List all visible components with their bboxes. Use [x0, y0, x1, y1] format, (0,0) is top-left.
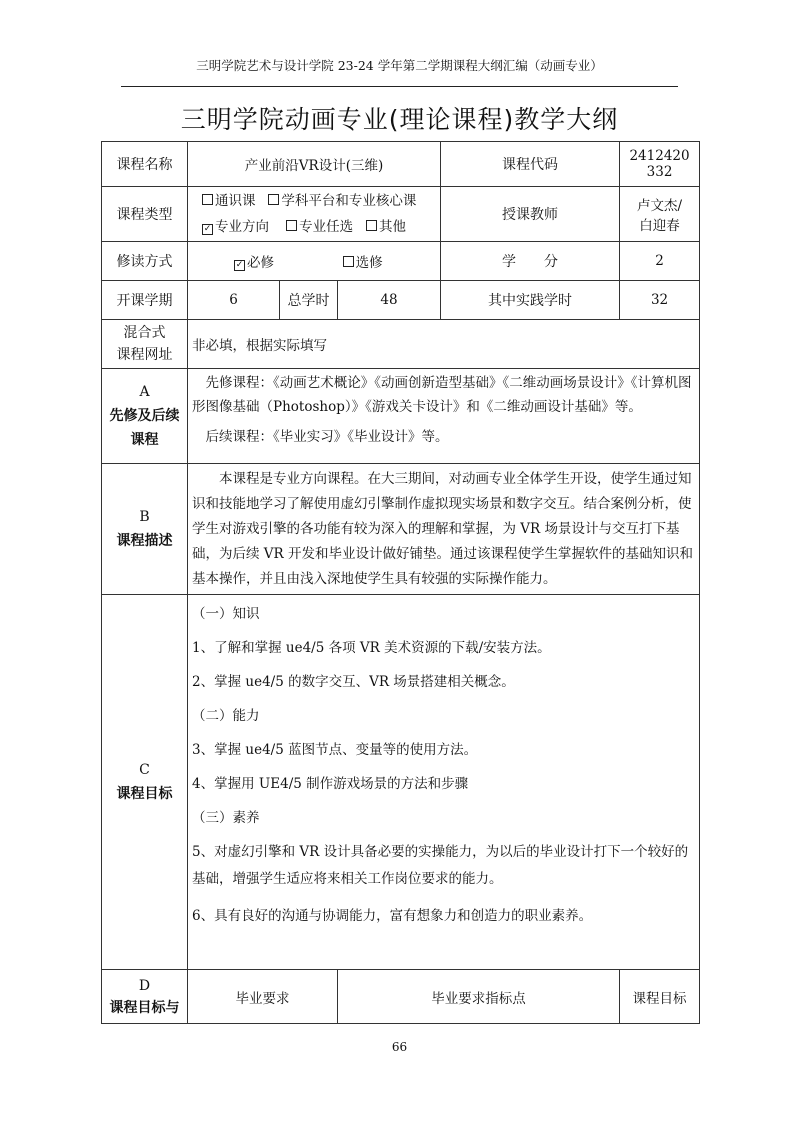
checkbox-general — [202, 194, 213, 205]
label-study-mode: 修读方式 — [102, 242, 188, 281]
label-total-hours: 总学时 — [280, 281, 338, 320]
page-title: 三明学院动画专业(理论课程)教学大纲 — [180, 105, 619, 134]
col-course-goal: 课程目标 — [620, 970, 700, 1024]
goal-item: 3、掌握 ue4/5 蓝图节点、变量等的使用方法。 — [192, 742, 478, 758]
row-course-description — [102, 464, 700, 595]
opt-required: 必修 — [247, 255, 274, 271]
opt-other: 其他 — [379, 219, 407, 235]
label-description: 课程描述 — [116, 533, 173, 549]
opt-optional: 专业任选 — [299, 219, 354, 235]
header-rule — [121, 86, 678, 87]
section-a-letter: A — [139, 384, 150, 400]
row-course-type — [102, 187, 700, 242]
term: 6 — [188, 281, 280, 320]
course-code — [620, 142, 700, 187]
course-goals — [188, 595, 700, 970]
section-d-letter: D — [138, 977, 151, 994]
row-goal-mapping — [102, 970, 700, 1024]
label-prereq-line2: 课程 — [130, 432, 159, 448]
label-mapping: 课程目标与 — [109, 999, 180, 1016]
opt-general: 通识课 — [215, 193, 256, 209]
label-term: 开课学期 — [102, 281, 188, 320]
row-term-hours — [102, 281, 700, 320]
section-c-letter: C — [139, 762, 150, 778]
teacher-line1: 卢文杰/ — [637, 198, 683, 214]
total-hours: 48 — [338, 281, 441, 320]
row-course-url — [102, 320, 700, 369]
label-credit: 学 分 — [441, 242, 620, 281]
checkbox-core — [268, 194, 279, 205]
credit: 2 — [620, 242, 700, 281]
row-prerequisites — [102, 369, 700, 464]
course-type-options — [188, 187, 441, 242]
course-code-line2: 332 — [646, 164, 673, 180]
goal-heading-ability: （二）能力 — [192, 708, 260, 724]
opt-core: 学科平台和专业核心课 — [281, 193, 417, 209]
course-name: 产业前沿VR设计(三维) — [188, 142, 441, 187]
label-prereq-line1: 先修及后续 — [109, 408, 180, 424]
label-course-description — [102, 464, 188, 595]
opt-elective: 选修 — [355, 255, 383, 271]
goal-item: 6、具有良好的沟通与协调能力，富有想象力和创造力的职业素养。 — [192, 908, 593, 924]
goal-item: 5、对虚幻引擎和 VR 设计具备必要的实操能力，为以后的毕业设计打下一个较好的基础，增强学生适应将来相关工作岗位要求的能力。 — [192, 844, 689, 887]
teacher — [620, 187, 700, 242]
row-course-goals — [102, 595, 700, 970]
col-requirement-indicator: 毕业要求指标点 — [338, 970, 620, 1024]
course-code-line1: 2412420 — [629, 148, 690, 164]
checkbox-required-checked: ✓ — [235, 260, 244, 270]
checkbox-elective — [343, 256, 354, 267]
checkbox-direction-checked: ✓ — [203, 224, 212, 234]
checkbox-other — [366, 220, 377, 231]
label-course-type: 课程类型 — [102, 187, 188, 242]
label-goal-mapping — [102, 970, 188, 1024]
followup-line: 后续课程：《毕业实习》《毕业设计》等。 — [192, 429, 449, 445]
course-url: 非必填，根据实际填写 — [188, 320, 700, 369]
goal-item: 4、掌握用 UE4/5 制作游戏场景的方法和步骤 — [192, 776, 469, 792]
label-course-url-line1: 混合式 — [123, 325, 166, 341]
goal-heading-literacy: （三）素养 — [192, 810, 260, 826]
teacher-line2: 白迎春 — [639, 218, 680, 234]
goal-heading-knowledge: （一）知识 — [192, 606, 260, 622]
col-graduation-requirement: 毕业要求 — [188, 970, 338, 1024]
opt-direction: 专业方向 — [215, 219, 269, 235]
label-course-name: 课程名称 — [102, 142, 188, 187]
section-b-letter: B — [139, 509, 150, 525]
label-practice-hours: 其中实践学时 — [441, 281, 620, 320]
label-course-goals — [102, 595, 188, 970]
label-teacher: 授课教师 — [441, 187, 620, 242]
prerequisites-text — [188, 369, 700, 464]
practice-hours: 32 — [620, 281, 700, 320]
row-study-mode — [102, 242, 700, 281]
row-course-name — [102, 142, 700, 187]
goal-item: 1、了解和掌握 ue4/5 各项 VR 美术资源的下载/安装方法。 — [192, 640, 551, 656]
checkbox-optional — [286, 220, 297, 231]
study-mode-options — [188, 242, 441, 281]
goal-item: 2、掌握 ue4/5 的数字交互、VR 场景搭建相关概念。 — [192, 674, 515, 690]
course-description: 本课程是专业方向课程。在大三期间，对动画专业全体学生开设，使学生通过知识和技能地学习了解使用虚幻引擎制作虚拟现实场景和数字交互。结合案例分析，使学生对游戏引擎的各功能有较为深入的理解和掌握，为 VR 场景设计与交互打下基础，为后续 VR 开发和毕业设计做好铺垫。通过该课程使学生掌握软件的基础知识和基本操作，并且由浅入深地使学生具有较强的实际操作能力。 — [188, 464, 700, 595]
label-prerequisites — [102, 369, 188, 464]
page-number: 66 — [391, 1040, 408, 1054]
label-course-code: 课程代码 — [441, 142, 620, 187]
label-goals: 课程目标 — [116, 786, 173, 802]
prereq-line: 先修课程：《动画艺术概论》《动画创新造型基础》《二维动画场景设计》《计算机图形图像基础（Photoshop）》《游戏关卡设计》和《二维动画设计基础》等。 — [192, 375, 692, 415]
label-course-url — [102, 320, 188, 369]
syllabus-table — [101, 141, 700, 1024]
label-course-url-line2: 课程网址 — [116, 347, 173, 363]
running-header: 三明学院艺术与设计学院 23-24 学年第二学期课程大纲汇编（动画专业） — [196, 58, 603, 73]
